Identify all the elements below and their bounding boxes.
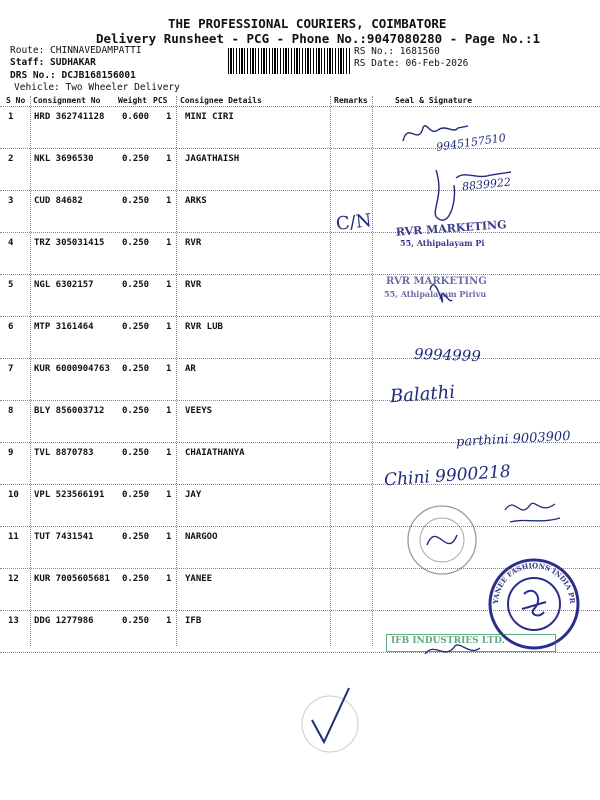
row-consignee: RVR — [185, 238, 202, 248]
row-weight: 0.250 — [122, 322, 150, 332]
row-sno: 12 — [8, 574, 19, 584]
row-pcs: 1 — [166, 448, 172, 458]
row-weight: 0.250 — [122, 616, 150, 626]
row-pcs: 1 — [166, 112, 172, 122]
row-pcs: 1 — [166, 364, 172, 374]
row-weight: 0.250 — [122, 490, 150, 500]
row-sno: 4 — [8, 238, 14, 248]
signature-row13 — [420, 636, 490, 666]
row-sno: 11 — [8, 532, 19, 542]
row-consignee: ARKS — [185, 196, 207, 206]
row-sno: 6 — [8, 322, 14, 332]
rvr-stamp-title: RVR MARKETING — [395, 218, 507, 239]
row-pcs: 1 — [166, 322, 172, 332]
svg-text:YANEE FASHIONS INDIA PRIVATE L — [480, 547, 577, 605]
row-pcs: 1 — [166, 238, 172, 248]
table-row — [0, 358, 600, 401]
remark-cn: C/N — [334, 210, 373, 235]
row-sno: 3 — [8, 196, 14, 206]
row-consignment: HRD 362741128 — [34, 112, 105, 122]
rs-number: RS No.: 1681560 — [354, 46, 440, 57]
row-consignee: AR — [185, 364, 196, 374]
rs-date: RS Date: 06-Feb-2026 — [354, 58, 469, 69]
row-sno: 5 — [8, 280, 14, 290]
row-consignment: TRZ 305031415 — [34, 238, 105, 248]
row-pcs: 1 — [166, 490, 172, 500]
row-consignee: JAGATHAISH — [185, 154, 240, 164]
col-sno: S No — [6, 96, 26, 105]
runsheet-title: Delivery Runsheet - PCG - Phone No.:9047080280 - Page No.:1 — [96, 31, 541, 46]
signature-row10 — [500, 490, 570, 530]
company-title: THE PROFESSIONAL COURIERS, COIMBATORE — [168, 16, 447, 31]
col-remarks: Remarks — [334, 96, 368, 105]
row-pcs: 1 — [166, 406, 172, 416]
row-sno: 2 — [8, 154, 14, 164]
signature-row2-number: 8839922 — [461, 175, 512, 194]
table-row — [0, 316, 600, 359]
rvr-stamp-address: 55, Athipalayam Pirivu — [384, 289, 487, 299]
col-consignment: Consignment No — [33, 96, 101, 105]
row-consignee: YANEE — [185, 574, 213, 584]
row-sno: 13 — [8, 616, 19, 626]
row-consignee: NARGOO — [185, 532, 218, 542]
signature-row8: Balathi — [389, 381, 456, 408]
row-sno: 8 — [8, 406, 14, 416]
row-weight: 0.250 — [122, 364, 150, 374]
row-pcs: 1 — [166, 616, 172, 626]
row-consignee: JAY — [185, 490, 202, 500]
row-pcs: 1 — [166, 280, 172, 290]
signature-row9b: Chini 9900218 — [383, 461, 512, 491]
row-consignment: NGL 6302157 — [34, 280, 94, 290]
row-pcs: 1 — [166, 196, 172, 206]
round-stamp — [402, 500, 482, 580]
staff-label: Staff: SUDHAKAR — [10, 57, 96, 68]
row-weight: 0.600 — [122, 112, 150, 122]
row-consignment: CUD 84682 — [34, 196, 83, 206]
row-consignee: IFB — [185, 616, 202, 626]
row-consignment: KUR 7005605681 — [34, 574, 110, 584]
row-consignee: VEEYS — [185, 406, 213, 416]
row-consignment: MTP 3161464 — [34, 322, 94, 332]
row-weight: 0.250 — [122, 196, 150, 206]
row-weight: 0.250 — [122, 532, 150, 542]
row-sno: 9 — [8, 448, 14, 458]
row-consignment: DDG 1277986 — [34, 616, 94, 626]
row-weight: 0.250 — [122, 574, 150, 584]
yanee-seal-text: YANEE FASHIONS INDIA PRIVATE LIMITED — [480, 547, 578, 605]
row-pcs: 1 — [166, 154, 172, 164]
row-consignee: RVR LUB — [185, 322, 223, 332]
row-consignment: NKL 3696530 — [34, 154, 94, 164]
rvr-stamp-address: 55, Athipalayam Pi — [400, 238, 485, 248]
row-pcs: 1 — [166, 574, 172, 584]
row-consignee: MINI CIRI — [185, 112, 234, 122]
row-weight: 0.250 — [122, 406, 150, 416]
row-consignment: TUT 7431541 — [34, 532, 94, 542]
row-consignment: BLY 856003712 — [34, 406, 105, 416]
vehicle-label: Vehicle: Two Wheeler Delivery — [14, 82, 180, 93]
rvr-stamp — [380, 270, 520, 320]
row-consignment: VPL 523566191 — [34, 490, 105, 500]
row-sno: 7 — [8, 364, 14, 374]
row-pcs: 1 — [166, 532, 172, 542]
row-sno: 10 — [8, 490, 19, 500]
rvr-stamp — [390, 218, 520, 268]
rvr-stamp-title: RVR MARKETING — [386, 276, 487, 287]
signature-row1-number: 9945157510 — [435, 131, 507, 154]
row-weight: 0.250 — [122, 280, 150, 290]
ifb-stamp-text: IFB INDUSTRIES LTD. — [391, 636, 505, 646]
drs-label: DRS No.: DCJB168156001 — [10, 70, 136, 81]
signature-row9a: parthini 9003900 — [455, 429, 571, 450]
row-sno: 1 — [8, 112, 14, 122]
col-seal: Seal & Signature — [395, 96, 473, 105]
row-weight: 0.250 — [122, 154, 150, 164]
col-weight: Weight — [118, 96, 147, 105]
col-consignee: Consignee Details — [180, 96, 262, 105]
row-weight: 0.250 — [122, 448, 150, 458]
route-label: Route: CHINNAVEDAMPATTI — [10, 45, 142, 56]
row-consignment: KUR 6000904763 — [34, 364, 110, 374]
row-consignee: RVR — [185, 280, 202, 290]
tick-signature — [294, 680, 364, 760]
row-consignment: TVL 8870783 — [34, 448, 94, 458]
signature-row7: 9994999 — [413, 344, 482, 366]
col-pcs: PCS — [153, 96, 168, 105]
row-consignee: CHAIATHANYA — [185, 448, 245, 458]
barcode — [228, 48, 350, 74]
row-weight: 0.250 — [122, 238, 150, 248]
